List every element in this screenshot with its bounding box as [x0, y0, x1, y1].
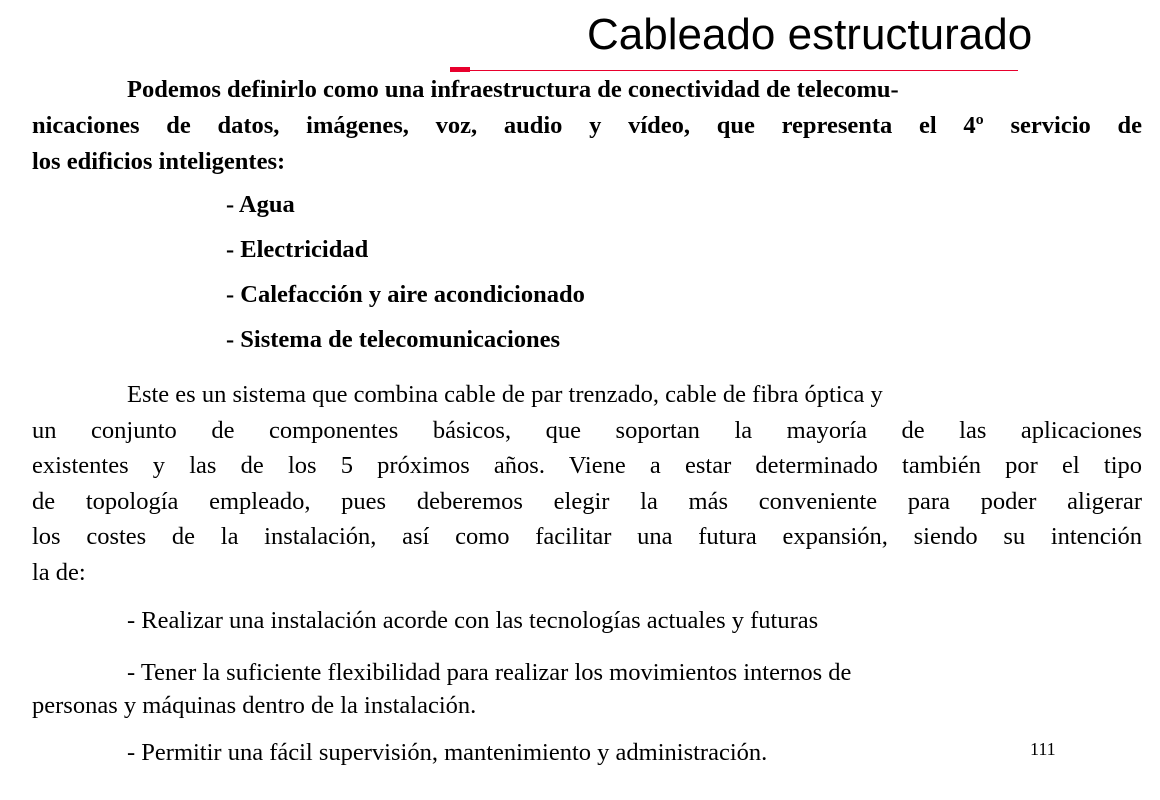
description-line: los costes de la instalación, así como facilitar una futura expansión, siendo su intención — [32, 523, 1142, 550]
building-services-list — [226, 187, 585, 367]
page-number: 111 — [1030, 739, 1056, 759]
goal-item-continuation: personas y máquinas dentro de la instalación. — [32, 692, 477, 719]
list-item: - Agua — [226, 191, 295, 218]
description-paragraph — [32, 377, 1142, 590]
description-line: la de: — [32, 558, 86, 586]
goal-item: - Realizar una instalación acorde con las tecnologías actuales y futuras — [127, 607, 819, 634]
description-line: Este es un sistema que combina cable de par trenzado, cable de fibra óptica y — [127, 381, 883, 408]
intro-line: los edificios inteligentes: — [32, 148, 286, 175]
description-line: existentes y las de los 5 próximos años. Viene a estar determinado también por el tipo — [32, 452, 1142, 479]
slide-title: Cableado estructurado — [587, 10, 1033, 59]
intro-line: Podemos definirlo como una infraestructura de conectividad de telecomu- — [127, 76, 899, 103]
intro-line: nicaciones de datos, imágenes, voz, audio y vídeo, que representa el 4º servicio de — [32, 112, 1142, 139]
list-item: - Sistema de telecomunicaciones — [226, 326, 561, 353]
description-line: un conjunto de componentes básicos, que soportan la mayoría de las aplicaciones — [32, 416, 1142, 444]
description-line: de topología empleado, pues deberemos elegir la más conveniente para poder aligerar — [32, 487, 1142, 515]
goal-item: - Permitir una fácil supervisión, mantenimiento y administración. — [127, 739, 768, 766]
title-underline — [470, 70, 1018, 71]
goal-item: - Tener la suficiente flexibilidad para realizar los movimientos internos de — [127, 659, 852, 686]
list-item: - Calefacción y aire acondicionado — [226, 281, 585, 308]
intro-paragraph — [32, 72, 1142, 180]
list-item: - Electricidad — [226, 236, 369, 263]
